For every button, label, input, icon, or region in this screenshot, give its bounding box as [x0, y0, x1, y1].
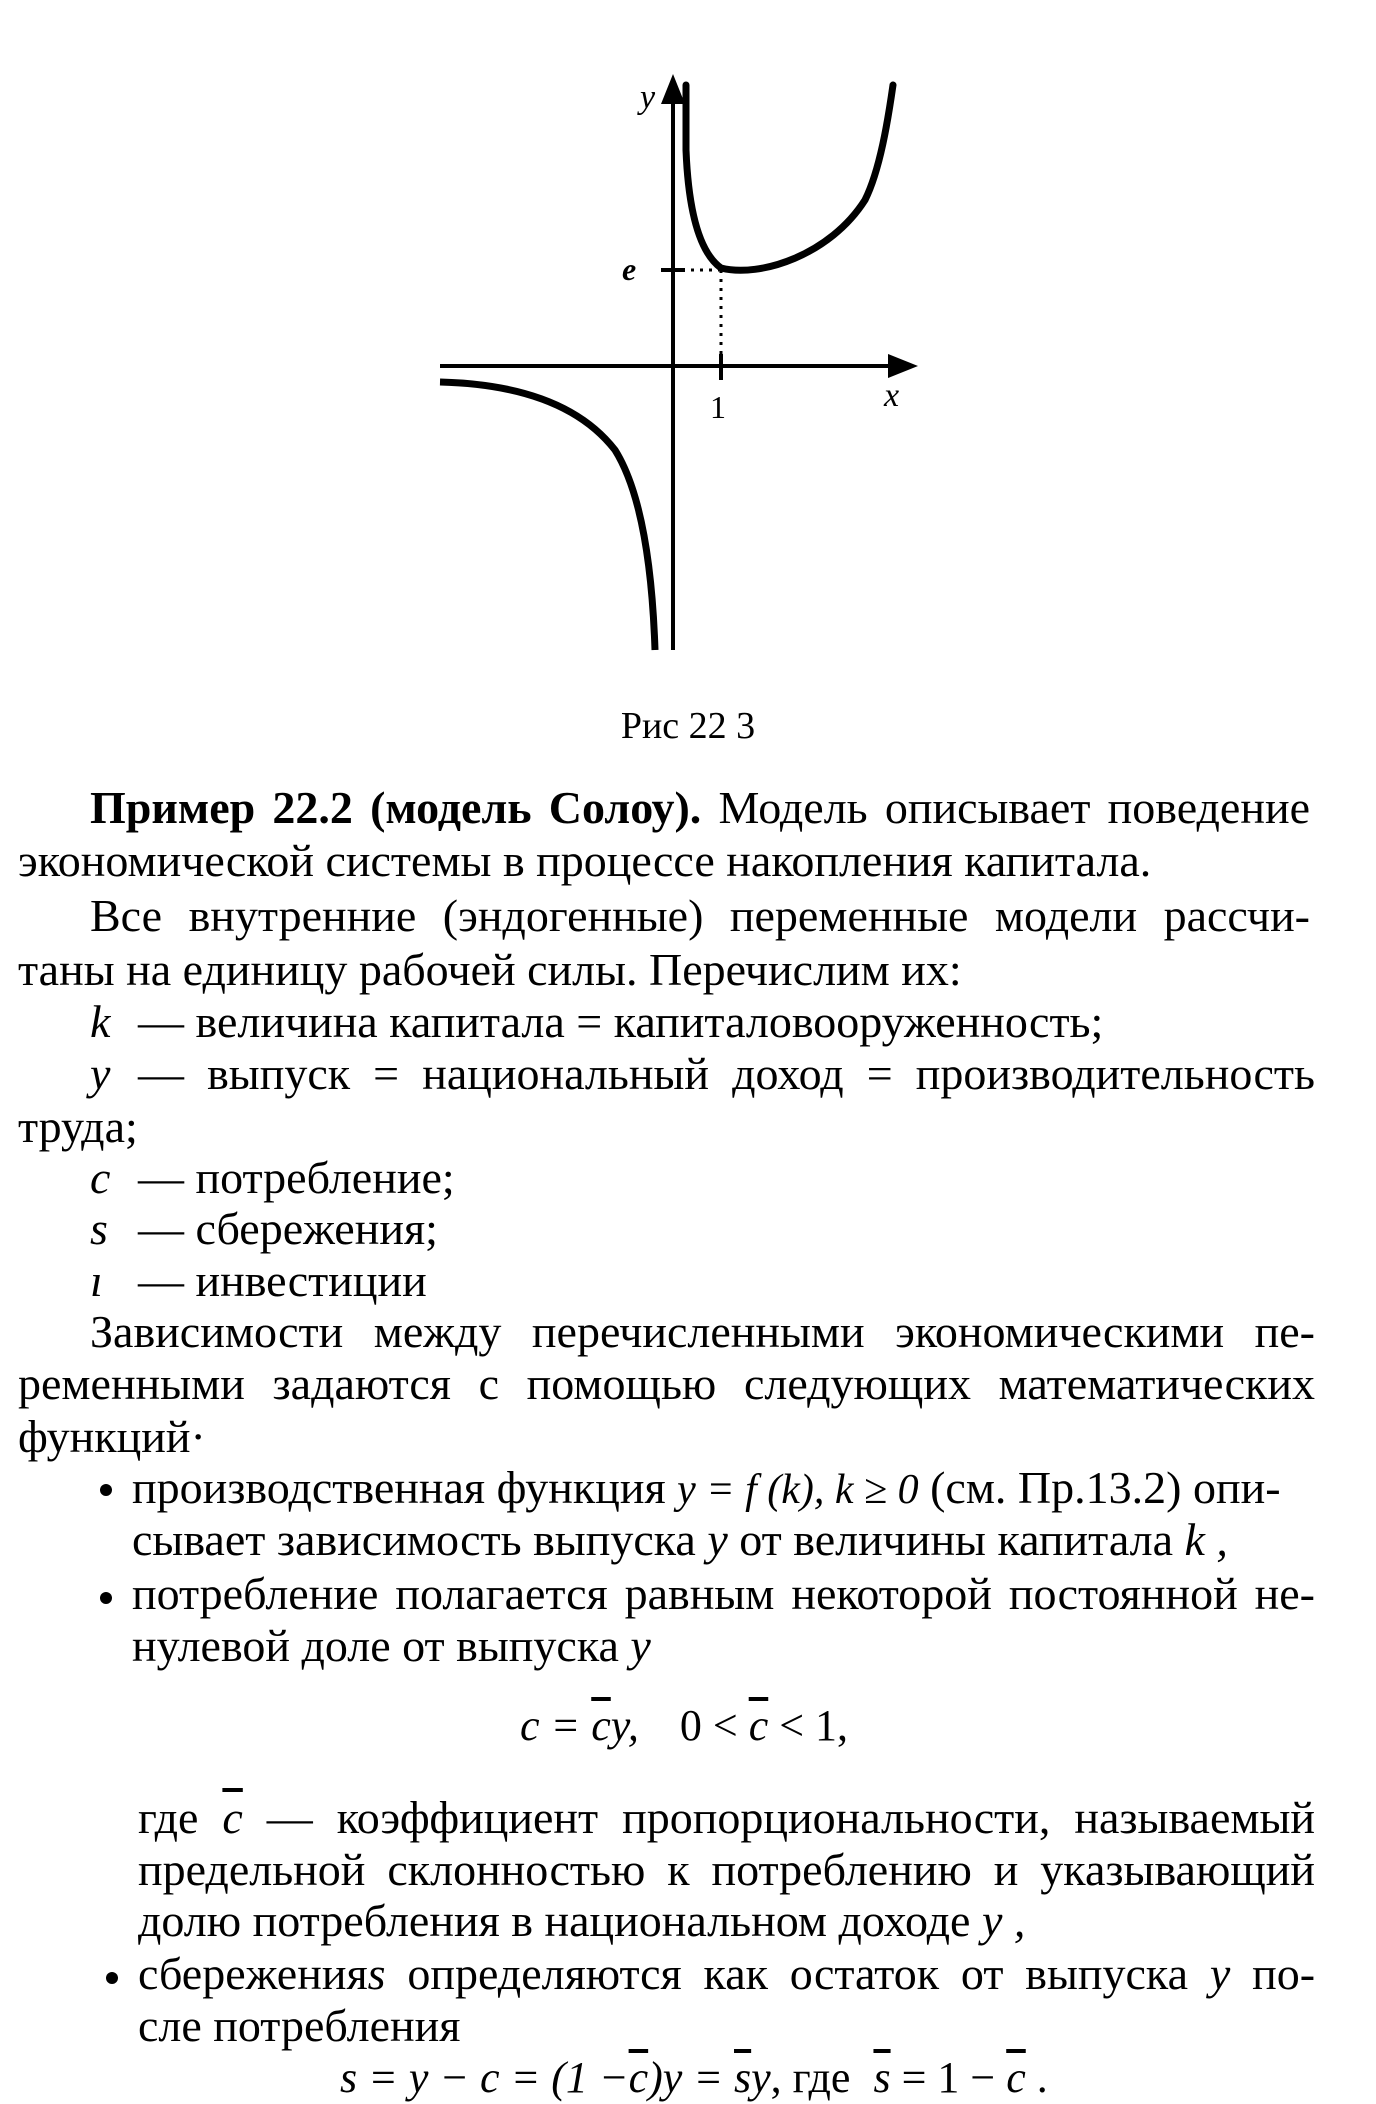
variable-text: — величина капитала = капиталовооруженность;	[138, 996, 1104, 1047]
bullet1-symbol-y: y	[707, 1514, 728, 1565]
variable-symbol: s	[90, 1203, 108, 1254]
bullet3-c: по-	[1252, 1948, 1316, 1999]
gde-rest: — коэффициент пропорциональности, называемый	[266, 1792, 1316, 1843]
bullet1-line-2	[132, 1514, 1228, 1566]
savings-end: .	[1036, 2053, 1048, 2102]
bullet-dot	[100, 1592, 112, 1604]
bullet1-line-1	[132, 1462, 1281, 1516]
bullet1-text-a: производственная функция	[132, 1462, 666, 1513]
one-label: 1	[710, 389, 726, 425]
bullet2-symbol-y: y	[630, 1620, 651, 1671]
bullet3-line-1	[138, 1948, 1315, 2000]
y-axis-arrow	[661, 74, 685, 104]
bullet2-line-2	[132, 1620, 651, 1672]
variable-symbol: k	[90, 996, 111, 1047]
deps-line-1: Зависимости между перечисленными экономическими пе-	[90, 1306, 1315, 1357]
figure-caption: Рис 22 3	[620, 705, 756, 747]
bullet3-b: определяются как остаток от выпуска	[407, 1948, 1188, 1999]
bullet1-formula: y = f (k), k ≥ 0	[677, 1467, 919, 1513]
example-line-4: таны на единицу рабочей силы. Перечислим их:	[18, 944, 962, 995]
bullet1-symbol-k: k ,	[1184, 1514, 1228, 1565]
savings-sbar: $\overline{s}$	[734, 2053, 752, 2102]
variable-symbol: c	[90, 1152, 111, 1203]
formula-ineq-b: < 1,	[779, 1701, 849, 1750]
savings-cbar-2: $\overline{c}$	[1006, 2053, 1026, 2102]
gde-word: где	[138, 1792, 199, 1843]
savings-where: , где	[770, 2053, 851, 2102]
bullet3-line-2: сле потребления	[138, 2000, 461, 2051]
deps-line-2: ременными задаются с помощью следующих математических	[18, 1358, 1315, 1409]
formula-lhs: c =	[520, 1701, 581, 1750]
variable-s	[90, 1203, 438, 1255]
variable-symbol: ı	[90, 1255, 103, 1306]
savings-b: )y =	[648, 2053, 724, 2102]
savings-eq: = 1 −	[901, 2053, 996, 2102]
curve-left-branch	[440, 382, 655, 650]
variable-y	[90, 1048, 1315, 1100]
x-axis-arrow	[888, 354, 918, 378]
savings-sbar-2: $\overline{s}$	[873, 2053, 891, 2102]
example-line-3: Все внутренние (эндогенные) переменные модели рассчи-	[90, 890, 1310, 941]
variable-text: — выпуск = национальный доход = производительность	[138, 1048, 1315, 1099]
formula-ineq-a: 0 <	[679, 1701, 738, 1750]
variable-text: — инвестиции	[138, 1255, 427, 1306]
gde-symbol-cbar: $\overline{c}$	[222, 1792, 243, 1843]
variable-text: — потребление;	[138, 1152, 455, 1203]
bullet3-symbol-s: s	[367, 1948, 386, 1999]
variable-k	[90, 996, 1103, 1048]
bullet-dot	[106, 1972, 118, 1984]
formula-consumption	[520, 1700, 848, 1752]
savings-a: s = y − c = (1 −	[340, 2053, 629, 2102]
bullet2-gde-line-2: предельной склонностью к потреблению и указывающий	[138, 1844, 1315, 1895]
savings-y: y	[751, 2053, 771, 2102]
formula-ineq-c: $\overline{c}$	[748, 1701, 769, 1750]
formula-cbar: $\overline{c}$	[591, 1701, 611, 1750]
e-label: e	[622, 251, 637, 287]
savings-cbar: $\overline{c}$	[628, 2053, 649, 2102]
formula-savings	[340, 2052, 1048, 2104]
variable-text: — сбережения;	[138, 1203, 438, 1254]
variable-y-continuation: труда;	[18, 1101, 138, 1152]
x-axis-label: x	[884, 377, 900, 414]
formula-y: y,	[610, 1701, 639, 1750]
bullet1-line-2-a: сывает зависимость выпуска	[132, 1514, 696, 1565]
function-graph	[0, 0, 1376, 700]
example-line-2: экономической системы в процессе накопления капитала.	[18, 835, 1152, 886]
curve-right-branch	[686, 85, 893, 270]
gde-line-3-y: y ,	[981, 1895, 1026, 1946]
bullet2-gde-line-1	[138, 1792, 1315, 1844]
variable-symbol: y	[90, 1048, 111, 1099]
example-line-1-rest: Модель описывает поведение	[718, 782, 1310, 833]
bullet2-line-1: потребление полагается равным некоторой постоянной не-	[132, 1568, 1315, 1619]
variable-i	[90, 1255, 427, 1307]
gde-line-3-text: долю потребления в национальном доходе	[138, 1895, 971, 1946]
bullet2-gde-line-3	[138, 1895, 1025, 1947]
bullet2-line-2-text: нулевой доле от выпуска	[132, 1620, 619, 1671]
bullet1-text-b: (см. Пр.13.2) опи-	[930, 1462, 1281, 1513]
bullet3-symbol-y: y	[1209, 1948, 1231, 1999]
example-line-1	[90, 782, 1310, 834]
bullet3-a: сбережения	[138, 1948, 368, 1999]
variable-c	[90, 1152, 455, 1204]
example-heading: Пример 22.2 (модель Солоу).	[90, 782, 702, 833]
deps-line-3: функций·	[18, 1411, 206, 1462]
bullet-dot	[100, 1484, 112, 1496]
bullet1-line-2-b: от величины капитала	[739, 1514, 1174, 1565]
y-axis-label: y	[640, 79, 656, 116]
